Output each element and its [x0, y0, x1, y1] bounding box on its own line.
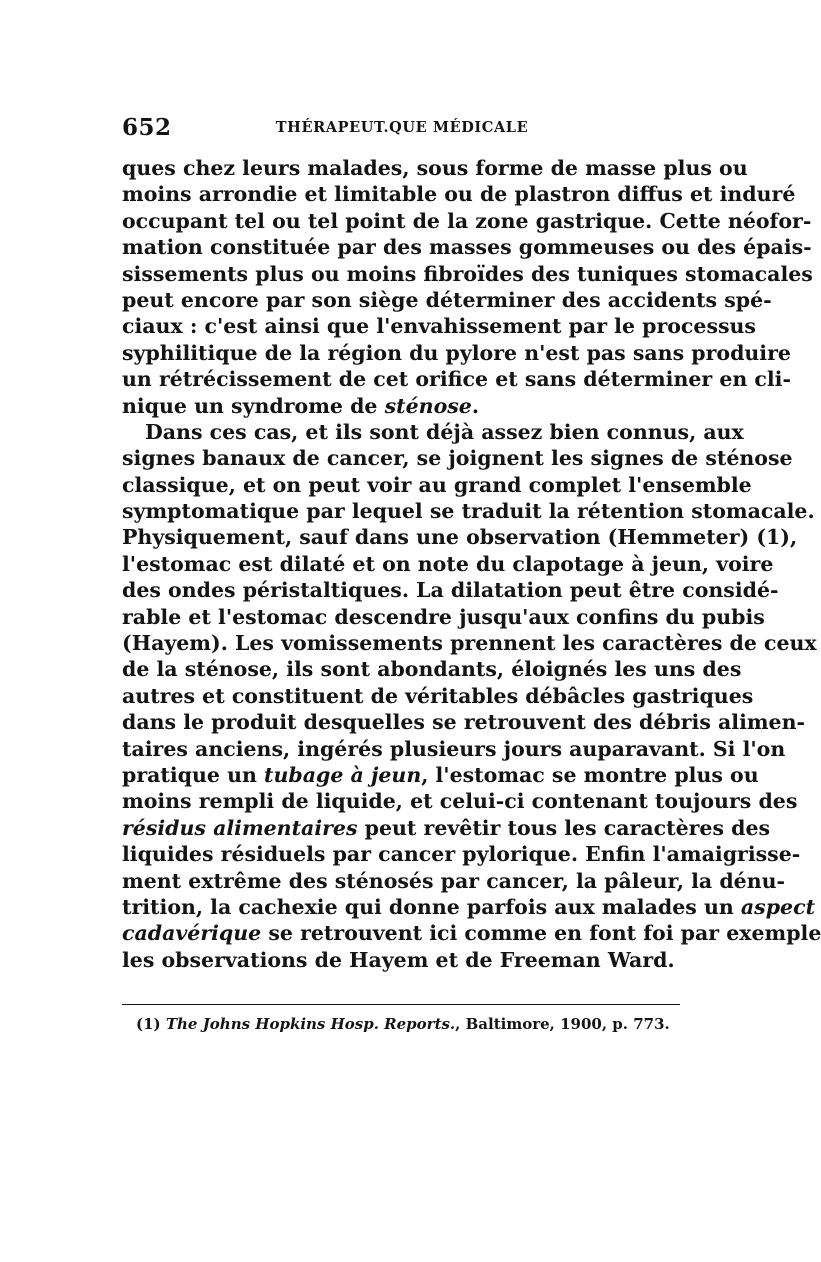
- text-line: liquides résiduels par cancer pylorique. Enfin l'amaigrisse-: [122, 842, 801, 867]
- text-line: signes banaux de cancer, se joignent les signes de sténose: [122, 446, 793, 471]
- text-fragment: nique un syndrome de: [122, 393, 385, 418]
- text-line: des ondes péristaltiques. La dilatation peut être considé-: [122, 578, 779, 603]
- text-line: [122, 393, 680, 419]
- text-line: les observations de Hayem et de Freeman Ward.: [122, 947, 675, 972]
- text-line: taires anciens, ingérés plusieurs jours auparavant. Si l'on: [122, 736, 786, 761]
- text-line: rable et l'estomac descendre jusqu'aux confins du pubis: [122, 604, 765, 629]
- text-line: ciaux : c'est ainsi que l'envahissement par le processus: [122, 314, 756, 339]
- text-fragment: se retrouvent ici comme en font foi par exemple: [261, 921, 821, 946]
- text-line: un rétrécissement de cet orifice et sans déterminer en cli-: [122, 367, 791, 392]
- text-line: [122, 815, 771, 841]
- text-line: peut encore par son siège déterminer des accidents spé-: [122, 287, 772, 312]
- text-line: syphilitique de la région du pylore n'est pas sans produire: [122, 340, 791, 365]
- text-line: moins rempli de liquide, et celui-ci contenant toujours des: [122, 789, 798, 814]
- text-line: autres et constituent de véritables débâcles gastriques: [122, 683, 754, 708]
- italic-term: résidus alimentaires: [122, 815, 358, 840]
- text-line: dans le produit desquelles se retrouvent des débris alimen-: [122, 710, 806, 735]
- text-line: sissements plus ou moins fibroïdes des tuniques stomacales: [122, 261, 813, 286]
- italic-term: aspect: [740, 894, 816, 919]
- italic-term: tubage à jeun: [264, 762, 422, 787]
- text-line: [122, 762, 759, 788]
- body-text: [122, 155, 821, 973]
- footnote-title: The Johns Hopkins Hosp. Reports.: [165, 1015, 456, 1033]
- text-line: de la sténose, ils sont abondants, éloignés les uns des: [122, 657, 742, 682]
- footnote-rule: [122, 1004, 680, 1005]
- text-line: ques chez leurs malades, sous forme de masse plus ou: [122, 156, 748, 180]
- italic-term: cadavérique: [122, 921, 262, 946]
- text-line: [122, 920, 821, 946]
- text-line: occupant tel ou tel point de la zone gastrique. Cette néofor-: [122, 208, 812, 233]
- text-line: l'estomac est dilaté et on note du clapotage à jeun, voire: [122, 551, 774, 576]
- text-fragment: peut revêtir tous les caractères des: [357, 815, 771, 840]
- page-number: 652: [122, 114, 172, 141]
- footnote-reference: , Baltimore, 1900, p. 773.: [455, 1015, 670, 1033]
- text-line: mation constituée par des masses gommeuses ou des épais-: [122, 235, 812, 260]
- text-line: [122, 894, 816, 920]
- text-line: moins arrondie et limitable ou de plastron diffus et induré: [122, 182, 796, 207]
- italic-term: sténose: [384, 393, 472, 418]
- footnote-marker: (1): [136, 1015, 166, 1033]
- text-line: (Hayem). Les vomissements prennent les caractères de ceux: [122, 631, 817, 656]
- footnote: [136, 1014, 676, 1034]
- page-header: [122, 114, 682, 144]
- text-fragment: pratique un: [122, 762, 265, 787]
- text-fragment: trition, la cachexie qui donne parfois aux malades un: [122, 894, 741, 919]
- text-fragment: .: [471, 393, 479, 418]
- text-line: symptomatique par lequel se traduit la rétention stomacale.: [122, 499, 815, 524]
- text-line: Dans ces cas, et ils sont déjà assez bien connus, aux: [145, 419, 744, 444]
- text-fragment: , l'estomac se montre plus ou: [421, 762, 759, 787]
- running-head: THÉRAPEUT.QUE MÉDICALE: [275, 119, 529, 136]
- text-line: classique, et on peut voir au grand complet l'ensemble: [122, 472, 752, 497]
- text-line: Physiquement, sauf dans une observation (Hemmeter) (1),: [122, 525, 798, 550]
- text-line: ment extrême des sténosés par cancer, la pâleur, la dénu-: [122, 868, 786, 893]
